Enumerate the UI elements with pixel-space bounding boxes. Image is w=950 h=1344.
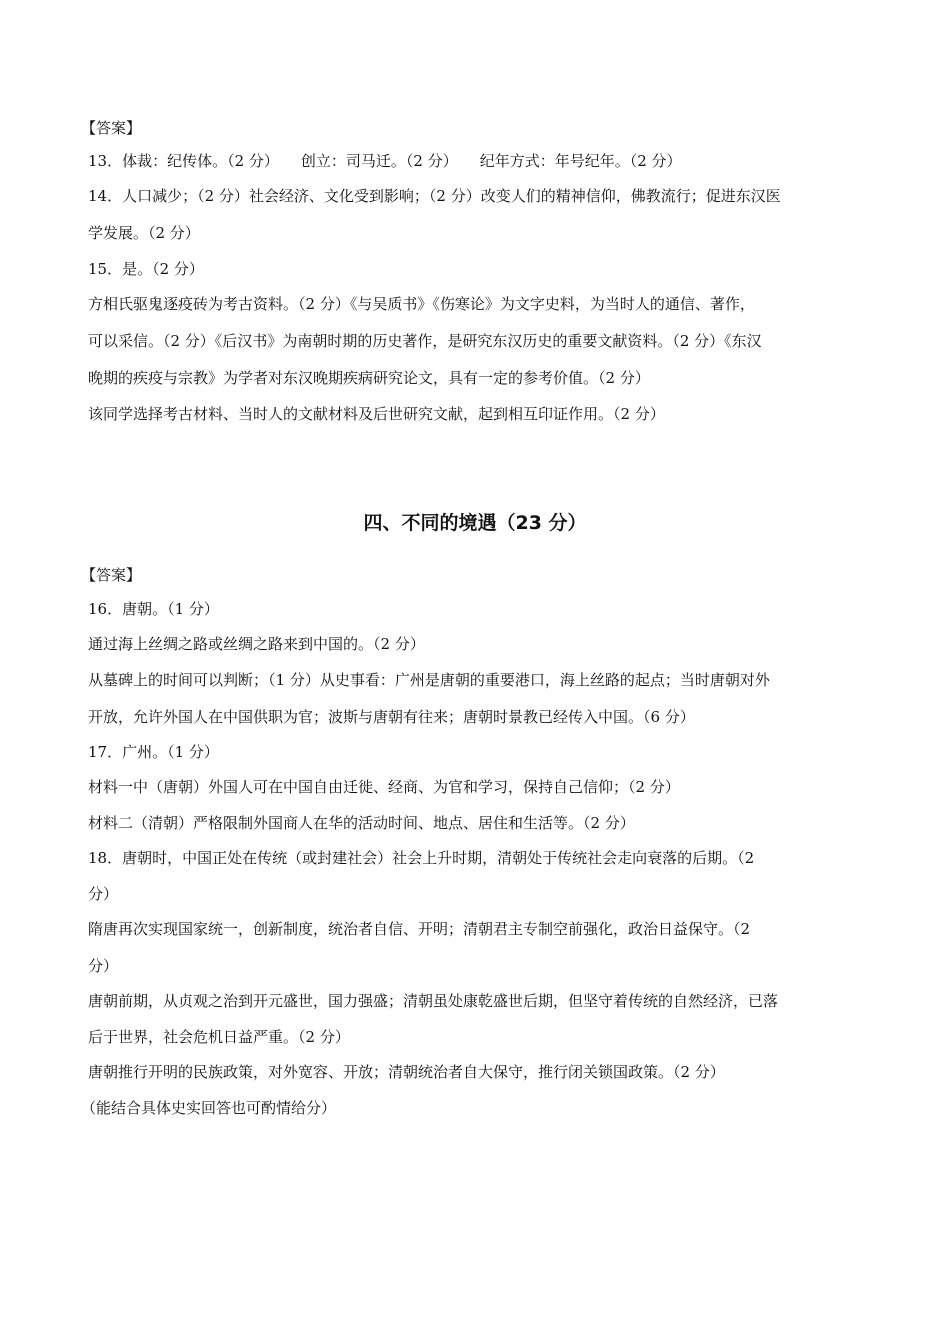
answer-16-line-3: 从墓碑上的时间可以判断；（1 分）从史事看：广州是唐朝的重要港口，海上丝路的起点；当时唐朝对外 bbox=[88, 671, 770, 689]
section-title: 四、不同的境遇（23 分） bbox=[363, 512, 587, 534]
answer-15-line-1: 15．是。（2 分） bbox=[88, 260, 204, 278]
answer-18-line-1: 18．唐朝时，中国正处在传统（或封建社会）社会上升时期，清朝处于传统社会走向衰落的后期。（2 bbox=[88, 849, 755, 867]
answer-18-line-7: 唐朝推行开明的民族政策，对外宽容、开放；清朝统治者自大保守，推行闭关锁国政策。（2 分） bbox=[88, 1063, 725, 1081]
answer-13-calendar: 纪年方式：年号纪年。（2 分） bbox=[479, 152, 682, 170]
answer-17-line-3: 材料二（清朝）严格限制外国商人在华的活动时间、地点、居住和生活等。（2 分） bbox=[88, 814, 635, 832]
answer-13-genre: 13．体裁：纪传体。（2 分） bbox=[88, 152, 279, 170]
answer-13-founder: 创立：司马迁。（2 分） bbox=[300, 152, 458, 170]
answer-18-line-3: 隋唐再次实现国家统一，创新制度，统治者自信、开明；清朝君主专制空前强化，政治日益保守。（2 bbox=[88, 920, 751, 938]
answer-17-line-1: 17．广州。（1 分） bbox=[88, 743, 219, 761]
answer-16-line-1: 16．唐朝。（1 分） bbox=[88, 600, 219, 618]
grading-note: （能结合具体史实回答也可酌情给分） bbox=[81, 1099, 337, 1117]
answer-16-line-2: 通过海上丝绸之路或丝绸之路来到中国的。（2 分） bbox=[88, 635, 425, 653]
answer-15-line-4: 晚期的疾疫与宗教》为学者对东汉晚期疾病研究论文，具有一定的参考价值。（2 分） bbox=[88, 369, 650, 387]
answer-18-line-2: 分） bbox=[88, 885, 119, 903]
answer-16-line-4: 开放，允许外国人在中国供职为官；波斯与唐朝有往来；唐朝时景教已经传入中国。（6 分） bbox=[88, 708, 695, 726]
answer-15-line-5: 该同学选择考古材料、当时人的文献材料及后世研究文献，起到相互印证作用。（2 分） bbox=[88, 405, 665, 423]
answer-18-line-5: 唐朝前期，从贞观之治到开元盛世，国力强盛；清朝虽处康乾盛世后期，但坚守着传统的自然经济，已落 bbox=[88, 992, 779, 1010]
answer-17-line-2: 材料一中（唐朝）外国人可在中国自由迁徙、经商、为官和学习，保持自己信仰；（2 分） bbox=[88, 778, 680, 796]
answer-18-line-6: 后于世界，社会危机日益严重。（2 分） bbox=[88, 1028, 350, 1046]
answer-label: 【答案】 bbox=[81, 119, 142, 137]
answer-18-line-4: 分） bbox=[88, 957, 119, 975]
answer-15-line-2: 方相氏驱鬼逐疫砖为考古资料。（2 分）《与吴质书》《伤寒论》为文字史料，为当时人的通信、著作， bbox=[88, 295, 755, 313]
answer-15-line-3: 可以采信。（2 分）《后汉书》为南朝时期的历史著作，是研究东汉历史的重要文献资料。（2 分）《东汉 bbox=[88, 332, 762, 350]
answer-14-line-2: 学发展。（2 分） bbox=[88, 224, 200, 242]
answer-label: 【答案】 bbox=[81, 566, 142, 584]
answer-13-line bbox=[88, 151, 878, 171]
answer-14-line-1: 14．人口减少；（2 分）社会经济、文化受到影响；（2 分）改变人们的精神信仰，佛教流行；促进东汉医 bbox=[88, 187, 781, 205]
